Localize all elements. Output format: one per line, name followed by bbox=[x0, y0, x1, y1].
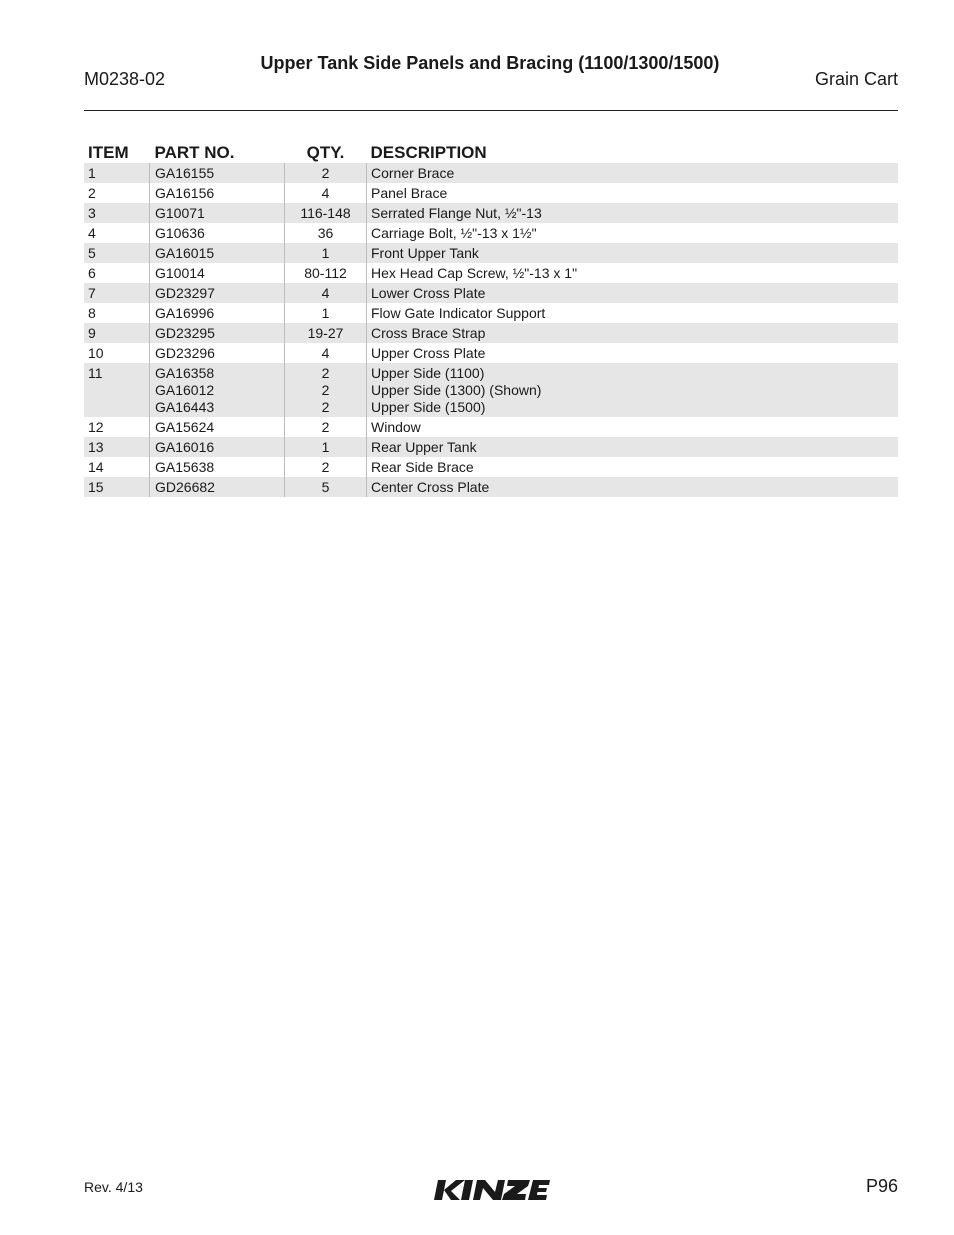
part-number: GA16443 bbox=[155, 398, 215, 415]
item-number: 9 bbox=[88, 324, 96, 341]
table-row bbox=[84, 323, 898, 343]
column-header-item: ITEM bbox=[88, 143, 129, 162]
quantity: 2 bbox=[321, 418, 330, 435]
description-cell bbox=[367, 223, 899, 243]
quantity: 4 bbox=[321, 284, 330, 301]
description: Upper Side (1500) bbox=[371, 398, 486, 415]
quantity-cell bbox=[285, 203, 367, 223]
part-number: G10014 bbox=[155, 264, 205, 281]
quantity: 2 bbox=[321, 364, 330, 381]
quantity-cell bbox=[285, 437, 367, 457]
item-number: 10 bbox=[88, 344, 104, 361]
quantity: 2 bbox=[321, 398, 330, 415]
part-number: GD23296 bbox=[155, 344, 215, 361]
table-row bbox=[84, 417, 898, 437]
table-row bbox=[84, 203, 898, 223]
table-row bbox=[84, 283, 898, 303]
description: Lower Cross Plate bbox=[371, 284, 486, 301]
item-number: 1 bbox=[88, 164, 96, 181]
description-cell bbox=[367, 163, 899, 183]
kinze-logo bbox=[432, 1176, 552, 1204]
quantity: 36 bbox=[317, 224, 334, 241]
quantity-cell bbox=[285, 263, 367, 283]
quantity-cell bbox=[285, 183, 367, 203]
item-number-cell bbox=[84, 283, 150, 303]
document-number: M0238-02 bbox=[84, 69, 166, 89]
quantity: 19-27 bbox=[307, 324, 344, 341]
description-cell bbox=[367, 343, 899, 363]
part-number-cell bbox=[150, 303, 285, 323]
description: Window bbox=[371, 418, 421, 435]
item-number-cell bbox=[84, 437, 150, 457]
quantity-cell bbox=[285, 243, 367, 263]
parts-table bbox=[84, 141, 898, 497]
quantity-cell bbox=[285, 363, 367, 417]
part-number: GA16156 bbox=[155, 184, 215, 201]
table-row bbox=[84, 163, 898, 183]
description: Flow Gate Indicator Support bbox=[371, 304, 546, 321]
table-row bbox=[84, 223, 898, 243]
part-number: GA16155 bbox=[155, 164, 215, 181]
part-number: GA16016 bbox=[155, 438, 215, 455]
description: Rear Upper Tank bbox=[371, 438, 477, 455]
part-number: G10636 bbox=[155, 224, 205, 241]
item-number: 6 bbox=[88, 264, 96, 281]
part-number-cell bbox=[150, 243, 285, 263]
part-number: GA16358 bbox=[155, 364, 215, 381]
item-number: 5 bbox=[88, 244, 96, 261]
description: Corner Brace bbox=[371, 164, 455, 181]
item-number-cell bbox=[84, 223, 150, 243]
part-number-cell bbox=[150, 457, 285, 477]
quantity-cell bbox=[285, 223, 367, 243]
part-number: GA16015 bbox=[155, 244, 215, 261]
item-number-cell bbox=[84, 457, 150, 477]
column-header-part-no: PART NO. bbox=[154, 143, 235, 162]
item-number: 4 bbox=[88, 224, 96, 241]
page-number: P96 bbox=[865, 1176, 898, 1196]
description-cell bbox=[367, 183, 899, 203]
item-number-cell bbox=[84, 263, 150, 283]
part-number-cell bbox=[150, 477, 285, 497]
part-number-cell bbox=[150, 183, 285, 203]
description-cell bbox=[367, 303, 899, 323]
description: Upper Side (1300) (Shown) bbox=[371, 381, 542, 398]
part-number-cell bbox=[150, 363, 285, 417]
quantity: 2 bbox=[321, 458, 330, 475]
description-cell bbox=[367, 323, 899, 343]
header-divider bbox=[84, 110, 898, 111]
part-number: GA16996 bbox=[155, 304, 215, 321]
description-cell bbox=[367, 283, 899, 303]
description: Hex Head Cap Screw, ½"-13 x 1" bbox=[371, 264, 578, 281]
table-row bbox=[84, 303, 898, 323]
item-number: 7 bbox=[88, 284, 96, 301]
part-number: GA15638 bbox=[155, 458, 215, 475]
item-number-cell bbox=[84, 163, 150, 183]
description-cell bbox=[367, 243, 899, 263]
description: Upper Cross Plate bbox=[371, 344, 486, 361]
item-number-cell bbox=[84, 477, 150, 497]
description-cell bbox=[367, 263, 899, 283]
part-number-cell bbox=[150, 203, 285, 223]
part-number-cell bbox=[150, 437, 285, 457]
description: Cross Brace Strap bbox=[371, 324, 486, 341]
description-cell bbox=[367, 457, 899, 477]
table-row bbox=[84, 183, 898, 203]
quantity: 4 bbox=[321, 184, 330, 201]
product-name: Grain Cart bbox=[814, 69, 898, 89]
description-cell bbox=[367, 203, 899, 223]
item-number: 3 bbox=[88, 204, 96, 221]
quantity-cell bbox=[285, 323, 367, 343]
item-number: 8 bbox=[88, 304, 96, 321]
column-header-description: DESCRIPTION bbox=[370, 143, 487, 162]
item-number-cell bbox=[84, 363, 150, 417]
item-number: 13 bbox=[88, 438, 104, 455]
table-row bbox=[84, 263, 898, 283]
item-number-cell bbox=[84, 183, 150, 203]
quantity: 116-148 bbox=[300, 204, 351, 221]
part-number-cell bbox=[150, 323, 285, 343]
part-number-cell bbox=[150, 263, 285, 283]
description: Front Upper Tank bbox=[371, 244, 479, 261]
table-row bbox=[84, 243, 898, 263]
description-cell bbox=[367, 417, 899, 437]
part-number-cell bbox=[150, 223, 285, 243]
item-number: 12 bbox=[88, 418, 104, 435]
description: Carriage Bolt, ½"-13 x 1½" bbox=[371, 224, 537, 241]
parts-table-body bbox=[84, 163, 898, 497]
part-number: G10071 bbox=[155, 204, 205, 221]
description-cell bbox=[367, 437, 899, 457]
quantity-cell bbox=[285, 283, 367, 303]
description-cell bbox=[367, 363, 899, 417]
table-header-row bbox=[84, 141, 898, 163]
item-number-cell bbox=[84, 343, 150, 363]
description: Upper Side (1100) bbox=[371, 364, 485, 381]
quantity: 4 bbox=[321, 344, 330, 361]
description: Rear Side Brace bbox=[371, 458, 474, 475]
quantity: 80-112 bbox=[304, 264, 347, 281]
part-number-cell bbox=[150, 283, 285, 303]
quantity: 2 bbox=[321, 164, 330, 181]
part-number-cell bbox=[150, 343, 285, 363]
description: Serrated Flange Nut, ½"-13 bbox=[371, 204, 542, 221]
item-number-cell bbox=[84, 243, 150, 263]
quantity: 5 bbox=[321, 478, 330, 495]
description: Center Cross Plate bbox=[371, 478, 490, 495]
description-cell bbox=[367, 477, 899, 497]
quantity-cell bbox=[285, 417, 367, 437]
quantity-cell bbox=[285, 343, 367, 363]
quantity-cell bbox=[285, 457, 367, 477]
table-row bbox=[84, 363, 898, 417]
quantity-cell bbox=[285, 477, 367, 497]
item-number-cell bbox=[84, 303, 150, 323]
item-number: 2 bbox=[88, 184, 96, 201]
item-number-cell bbox=[84, 203, 150, 223]
part-number: GA15624 bbox=[155, 418, 215, 435]
part-number-cell bbox=[150, 163, 285, 183]
table-row bbox=[84, 477, 898, 497]
quantity: 2 bbox=[321, 381, 330, 398]
page-title: Upper Tank Side Panels and Bracing (1100/1300/1500) bbox=[260, 53, 720, 73]
part-number: GD23295 bbox=[155, 324, 215, 341]
item-number-cell bbox=[84, 323, 150, 343]
item-number: 15 bbox=[88, 478, 104, 495]
item-number-cell bbox=[84, 417, 150, 437]
column-header-qty: QTY. bbox=[306, 143, 345, 162]
quantity: 1 bbox=[321, 244, 330, 261]
item-number: 11 bbox=[88, 364, 103, 381]
description: Panel Brace bbox=[371, 184, 448, 201]
item-number: 14 bbox=[88, 458, 104, 475]
quantity-cell bbox=[285, 303, 367, 323]
revision-label: Rev. 4/13 bbox=[84, 1179, 143, 1195]
table-row bbox=[84, 343, 898, 363]
part-number: GA16012 bbox=[155, 381, 215, 398]
quantity: 1 bbox=[321, 438, 330, 455]
table-row bbox=[84, 457, 898, 477]
quantity-cell bbox=[285, 163, 367, 183]
quantity: 1 bbox=[321, 304, 330, 321]
part-number: GD23297 bbox=[155, 284, 215, 301]
part-number: GD26682 bbox=[155, 478, 215, 495]
part-number-cell bbox=[150, 417, 285, 437]
table-row bbox=[84, 437, 898, 457]
